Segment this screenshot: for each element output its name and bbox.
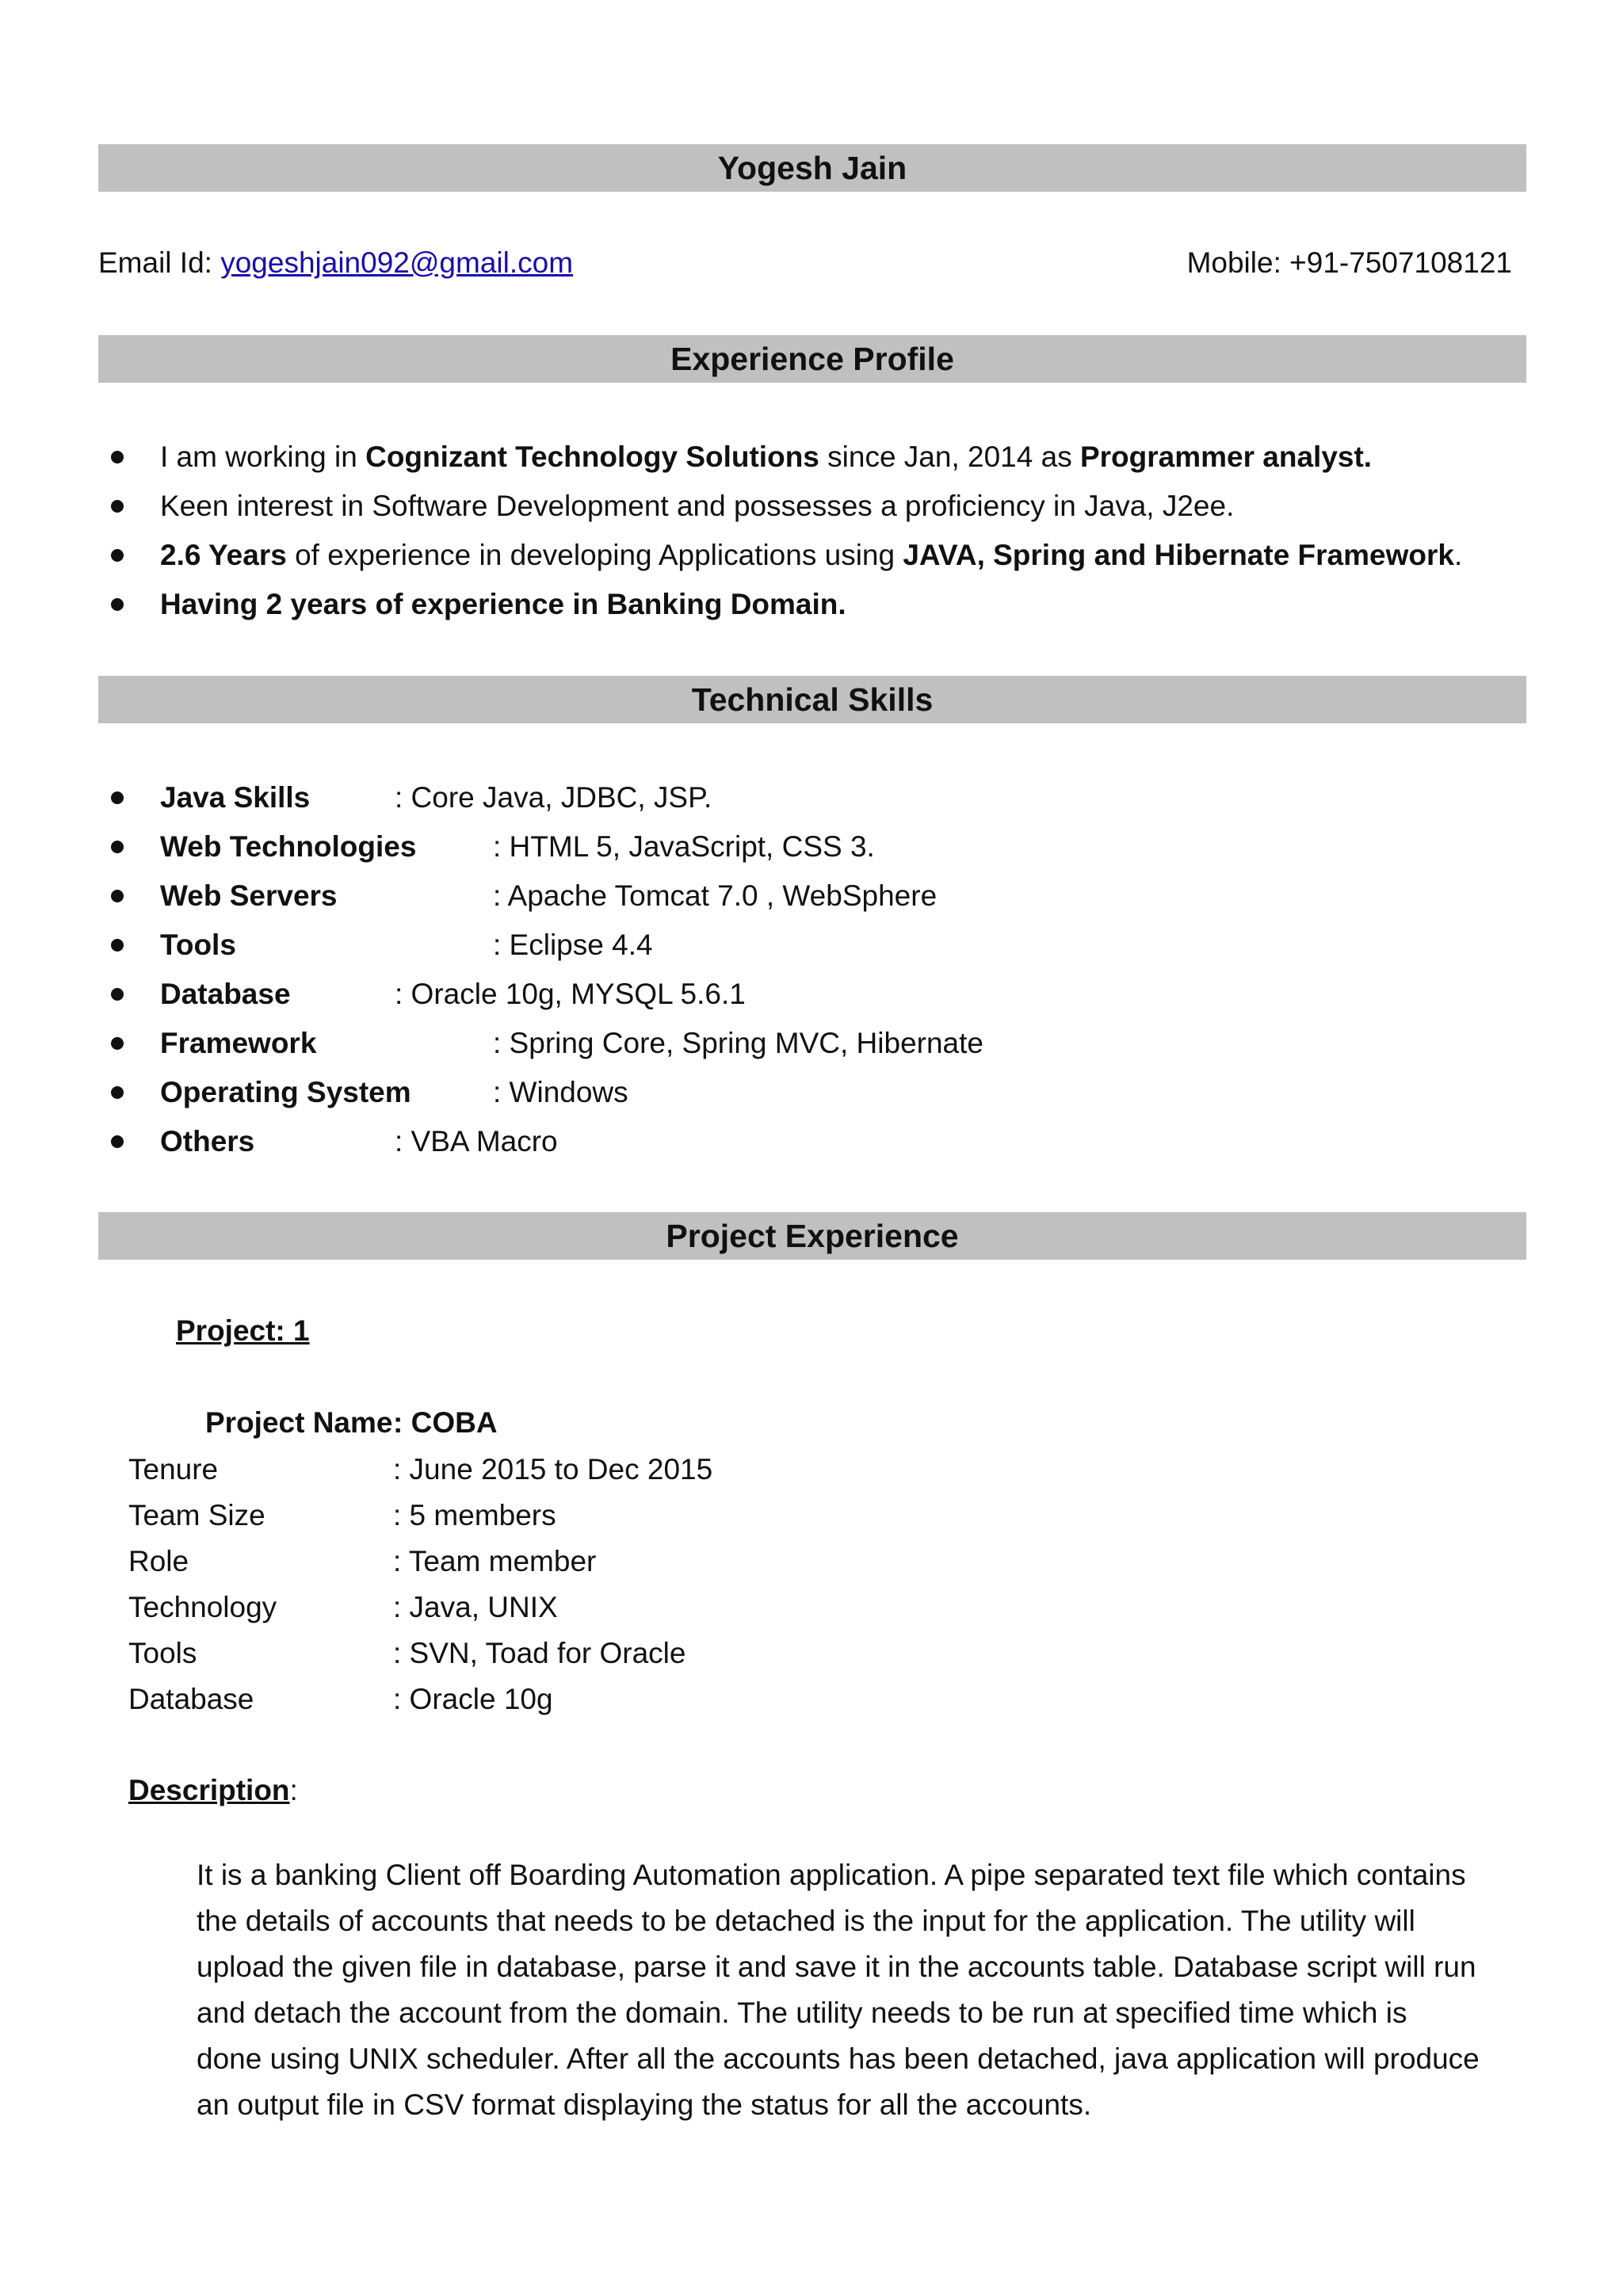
email-row [98, 242, 573, 284]
name-header [98, 144, 1526, 192]
description-line: an output file in CSV format displaying the status for all the accounts. [197, 2088, 1092, 2121]
mobile-number: Mobile: +91-7507108121 [1186, 246, 1512, 279]
skill-item: Java Skills : Core Java, JDBC, JSP. [111, 773, 1526, 822]
description-line: It is a banking Client off Boarding Automation application. A pipe separated text file which contains [197, 1859, 1466, 1891]
skill-item: Web Technologies : HTML 5, JavaScript, CSS 3. [111, 822, 1526, 871]
projects-title: Project Experience [666, 1218, 959, 1254]
list-item: I am working in Cognizant Technology Solutions since Jan, 2014 as Programmer analyst. [111, 433, 1526, 482]
detail-row: Database : Oracle 10g [128, 1683, 553, 1715]
list-item: 2.6 Years of experience in developing Applications using JAVA, Spring and Hibernate Framework. [111, 531, 1526, 580]
experience-list [111, 433, 1526, 629]
projects-section-header [98, 1212, 1526, 1260]
skill-item: Database : Oracle 10g, MYSQL 5.6.1 [111, 970, 1526, 1019]
detail-row: Technology : Java, UNIX [128, 1591, 558, 1623]
bullet-icon [111, 841, 124, 853]
detail-row: Role : Team member [128, 1545, 597, 1577]
description-line: and detach the account from the domain. The utility needs to be run at specified time which is [197, 1997, 1407, 2029]
skill-item: Web Servers : Apache Tomcat 7.0 , WebSphere [111, 871, 1526, 921]
experience-section-header [98, 335, 1526, 383]
description-line: the details of accounts that needs to be detached is the input for the application. The utility will [197, 1905, 1415, 1937]
bullet-icon [111, 988, 124, 1001]
email-label: Email Id: [98, 246, 212, 279]
project-details [128, 1447, 712, 1722]
bullet-icon [111, 939, 124, 952]
description-heading: Description: [128, 1774, 298, 1806]
detail-row: Team Size : 5 members [128, 1499, 556, 1531]
skill-item: Framework : Spring Core, Spring MVC, Hibernate [111, 1019, 1526, 1068]
description-line: done using UNIX scheduler. After all the accounts has been detached, java application will produce [197, 2042, 1480, 2075]
skill-item: Others : VBA Macro [111, 1117, 1526, 1166]
bullet-icon [111, 1037, 124, 1050]
bullet-icon [111, 549, 124, 562]
email-link[interactable]: yogeshjain092@gmail.com [220, 246, 574, 279]
candidate-name: Yogesh Jain [717, 150, 907, 186]
bullet-icon [111, 451, 124, 463]
skills-section-header [98, 676, 1526, 723]
list-item: Having 2 years of experience in Banking Domain. [111, 580, 1526, 629]
bullet-icon [111, 598, 124, 611]
description-text [197, 1852, 1536, 2128]
bullet-icon [111, 791, 124, 804]
project-name-value: : COBA [393, 1406, 498, 1439]
bullet-icon [111, 1086, 124, 1099]
skills-title: Technical Skills [691, 681, 934, 718]
detail-row: Tenure : June 2015 to Dec 2015 [128, 1453, 713, 1486]
list-item: Keen interest in Software Development and possesses a proficiency in Java, J2ee. [111, 482, 1526, 531]
description-line: upload the given file in database, parse it and save it in the accounts table. Database script will run [197, 1951, 1476, 1983]
bullet-icon [111, 1135, 124, 1148]
detail-row: Tools : SVN, Toad for Oracle [128, 1637, 686, 1669]
project-heading: Project: 1 [176, 1314, 310, 1347]
project-name-label: Project Name [205, 1406, 393, 1439]
skill-item: Operating System : Windows [111, 1068, 1526, 1117]
bullet-icon [111, 500, 124, 513]
skill-item: Tools : Eclipse 4.4 [111, 921, 1526, 970]
bullet-icon [111, 890, 124, 902]
experience-title: Experience Profile [670, 341, 954, 377]
project-name-row [205, 1402, 498, 1444]
skills-list [111, 773, 1526, 1166]
